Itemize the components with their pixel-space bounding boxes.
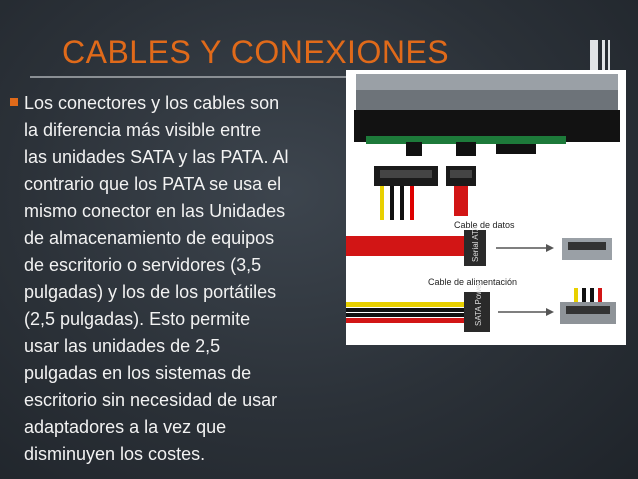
svg-text:Serial ATA: Serial ATA bbox=[471, 225, 480, 262]
body-line: la diferencia más visible entre bbox=[24, 120, 262, 140]
data-cable-label: Cable de datos bbox=[454, 220, 515, 230]
body-line: de escritorio o servidores (3,5 bbox=[24, 255, 262, 275]
body-line: disminuyen los costes. bbox=[24, 444, 206, 464]
sata-illustration bbox=[346, 70, 626, 345]
body-line: las unidades SATA y las PATA. Al bbox=[24, 147, 289, 167]
slide-title: CABLES Y CONEXIONES bbox=[62, 34, 450, 70]
body-line: usar las unidades de 2,5 bbox=[24, 336, 221, 356]
svg-text:SATA Power: SATA Power bbox=[474, 281, 483, 326]
body-line: (2,5 pulgadas). Esto permite bbox=[24, 309, 251, 329]
body-line: contrario que los PATA se usa el bbox=[24, 174, 282, 194]
bullet-icon bbox=[10, 98, 18, 106]
body-line: escritorio sin necesidad de usar bbox=[24, 390, 278, 410]
body-line: mismo conector en las Unidades bbox=[24, 201, 286, 221]
body-line: de almacenamiento de equipos bbox=[24, 228, 275, 248]
body-line: Los conectores y los cables son bbox=[24, 93, 280, 113]
body-line: pulgadas en los sistemas de bbox=[24, 363, 252, 383]
power-cable-label: Cable de alimentación bbox=[428, 277, 518, 287]
body-line: adaptadores a la vez que bbox=[24, 417, 227, 437]
body-line: pulgadas) y los de los portátiles bbox=[24, 282, 277, 302]
sata-cables-photo bbox=[346, 70, 626, 345]
power-cable bbox=[346, 302, 464, 307]
bullet-line bbox=[10, 90, 350, 117]
body-paragraph bbox=[10, 90, 350, 468]
data-cable bbox=[346, 236, 464, 256]
